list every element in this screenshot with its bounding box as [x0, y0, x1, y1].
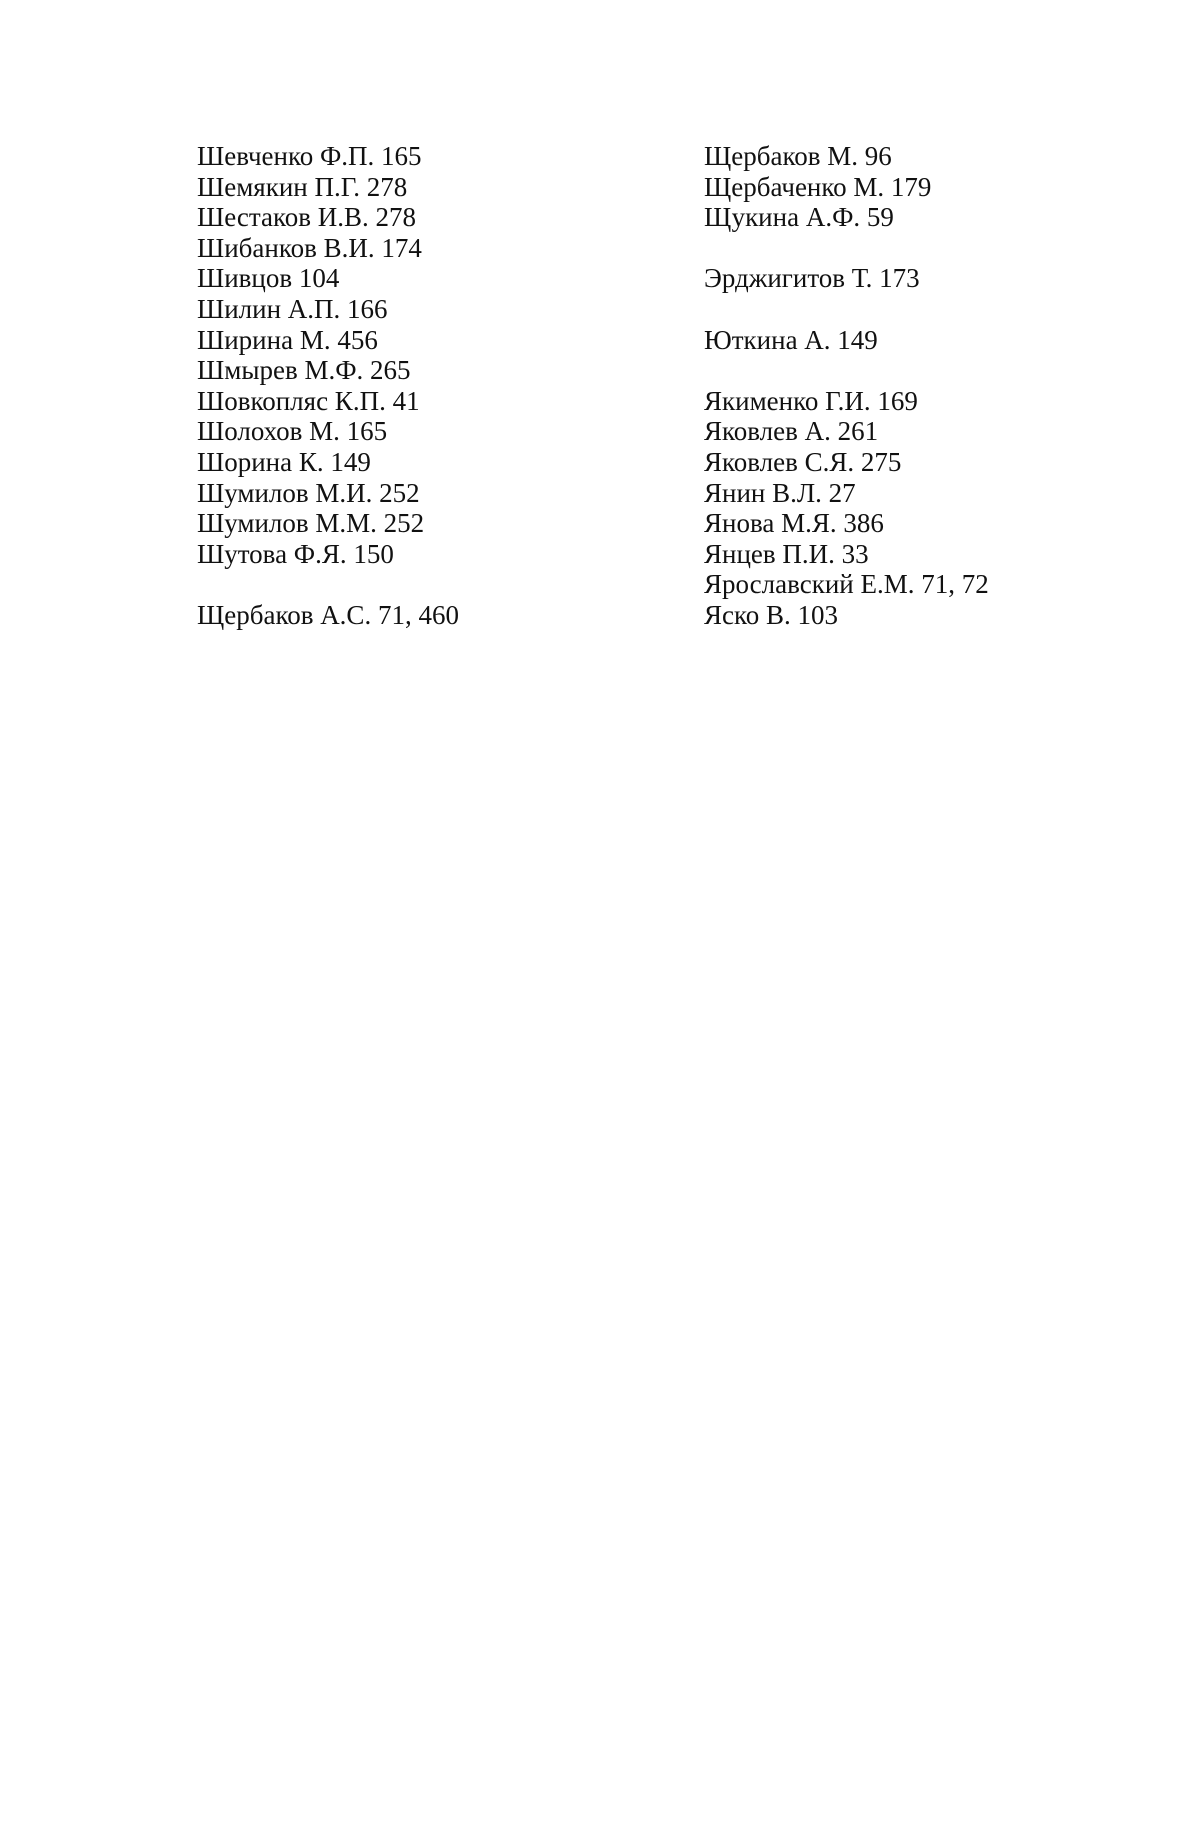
- index-entry: Щербаченко М. 179: [704, 171, 932, 202]
- index-entry: Шестаков И.В. 278: [197, 202, 416, 233]
- index-entry: Эрджигитов Т. 173: [704, 263, 920, 294]
- index-entry: Ширина М. 456: [197, 324, 378, 355]
- index-entry: Шемякин П.Г. 278: [197, 171, 408, 202]
- index-entry: Шилин А.П. 166: [197, 293, 388, 324]
- index-entry: Шутова Ф.Я. 150: [197, 538, 394, 569]
- index-entry: Шивцов 104: [197, 263, 340, 294]
- index-gap: [704, 355, 1174, 386]
- index-entry: Янова М.Я. 386: [704, 508, 884, 539]
- index-entry: Шорина К. 149: [197, 446, 371, 477]
- index-entry: Ярославский Е.М. 71, 72: [704, 569, 989, 600]
- index-column-left: [197, 141, 667, 631]
- index-gap: [704, 233, 1174, 264]
- index-entry: Шовкопляс К.П. 41: [197, 385, 420, 416]
- index-entry: Яковлев А. 261: [704, 416, 879, 447]
- index-entry: Шмырев М.Ф. 265: [197, 355, 411, 386]
- index-entry: Янин В.Л. 27: [704, 477, 856, 508]
- index-entry: Щукина А.Ф. 59: [704, 202, 894, 233]
- index-column-right: [704, 141, 1174, 631]
- index-entry: Щербаков А.С. 71, 460: [197, 599, 459, 630]
- index-entry: Юткина А. 149: [704, 324, 878, 355]
- index-entry: Шибанков В.И. 174: [197, 232, 422, 263]
- index-entry: Шумилов М.И. 252: [197, 477, 420, 508]
- index-entry: Яско В. 103: [704, 599, 838, 630]
- index-gap: [197, 569, 667, 600]
- index-entry: Шумилов М.М. 252: [197, 508, 425, 539]
- index-entry: Яковлев С.Я. 275: [704, 446, 902, 477]
- index-entry: Шевченко Ф.П. 165: [197, 141, 422, 171]
- index-entry: Янцев П.И. 33: [704, 538, 869, 569]
- index-entry: Якименко Г.И. 169: [704, 385, 918, 416]
- index-entry: Щербаков М. 96: [704, 141, 892, 171]
- index-entry: Шолохов М. 165: [197, 416, 388, 447]
- index-gap: [704, 294, 1174, 325]
